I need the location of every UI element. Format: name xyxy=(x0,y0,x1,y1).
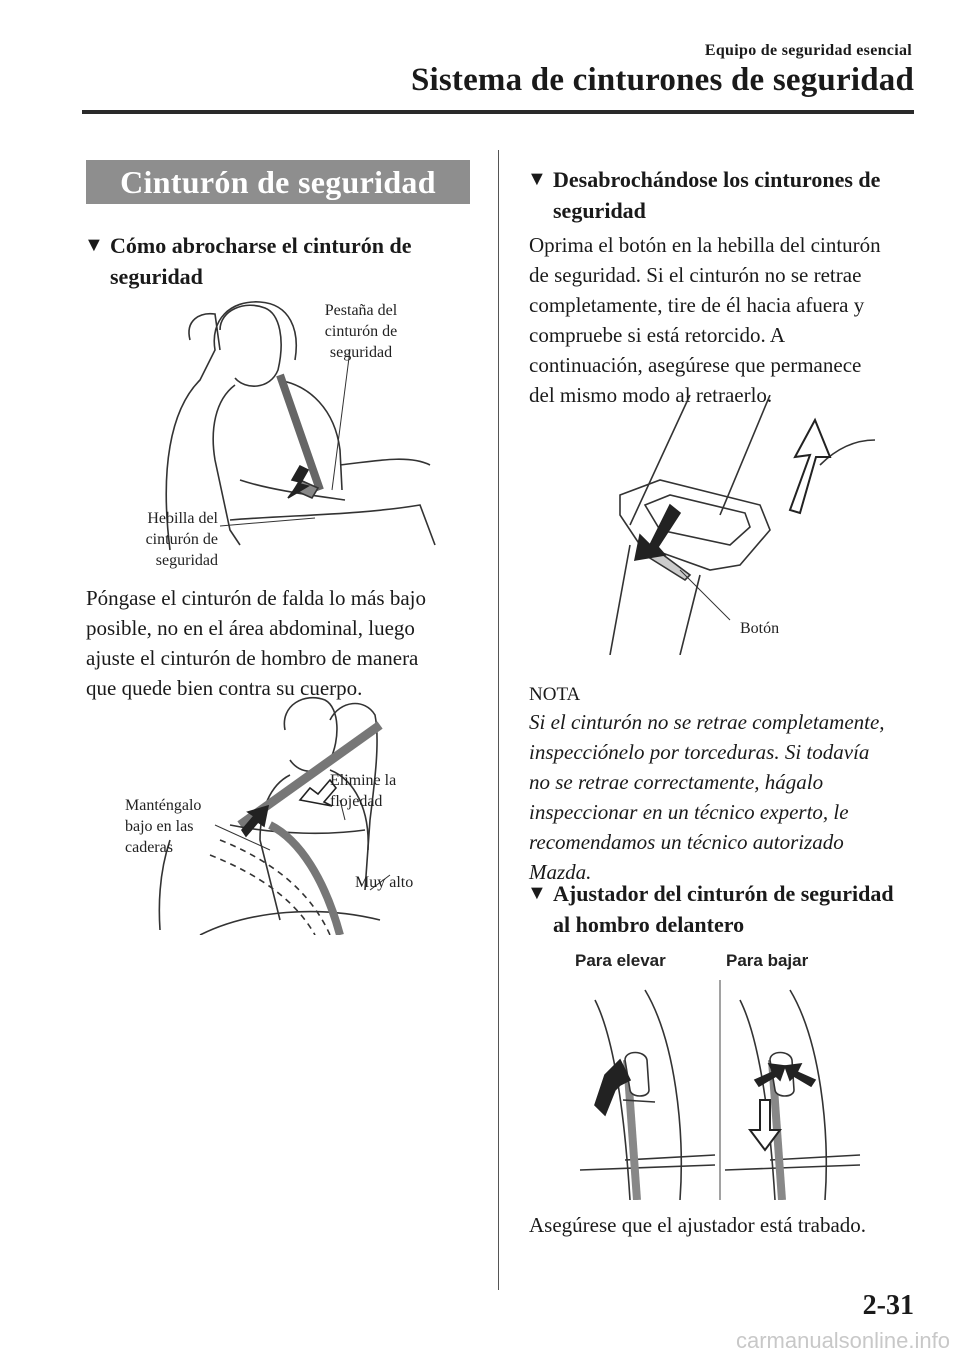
heading-unfasten-belt: ▼ Desabrochándose los cinturones de seguridad xyxy=(553,164,923,226)
label-button: Botón xyxy=(740,620,780,637)
header-subtitle: Equipo de seguridad esencial xyxy=(704,42,912,59)
section-title: Cinturón de seguridad xyxy=(86,160,470,204)
label-remove-slack: Elimine la flojedad xyxy=(330,772,397,810)
note-text: Si el cinturón no se retrae completamente, inspecciónelo por torceduras. Si todavía no se retrae correctamente, hágalo inspeccionar en un técnico experto, le recomendamos un técnico autorizado Mazda. xyxy=(529,710,885,884)
watermark: carmanualsonline.info xyxy=(735,1328,950,1353)
buckle-release-illustration xyxy=(590,395,880,655)
label-to-raise: Para elevar xyxy=(575,951,666,970)
header-title: Sistema de cinturones de seguridad xyxy=(410,62,914,98)
heading-fasten-belt: ▼ Cómo abrocharse el cinturón de seguridad xyxy=(110,230,480,292)
column-divider xyxy=(498,150,499,1290)
heading-shoulder-adjuster: ▼ Ajustador del cinturón de seguridad al hombro delantero xyxy=(553,878,923,940)
triangle-bullet-icon: ▼ xyxy=(527,882,547,904)
header-rule xyxy=(82,110,914,114)
paragraph-lap-belt: Póngase el cinturón de falda lo más bajo posible, no en el área abdominal, luego ajuste el cinturón de hombro de manera que quede bien contra su cuerpo. xyxy=(86,586,426,700)
label-belt-buckle: Hebilla del cinturón de seguridad xyxy=(145,510,218,569)
label-keep-low-hips: Manténgalo bajo en las caderas xyxy=(125,797,202,856)
page-number: 2-31 xyxy=(862,1290,914,1321)
triangle-bullet-icon: ▼ xyxy=(527,168,547,190)
paragraph-adjuster-locked: Asegúrese que el ajustador está trabado. xyxy=(529,1213,867,1237)
shoulder-adjuster-illustration xyxy=(575,980,865,1200)
label-to-lower: Para bajar xyxy=(726,951,809,970)
paragraph-unfasten: Oprima el botón en la hebilla del cinturón de seguridad. Si el cinturón no se retrae completamente, tire de él hacia afuera y compruebe si está retorcido. A continuación, asegúrese que permanece del mismo modo al retraerlo. xyxy=(529,233,881,407)
label-too-high: Muy alto xyxy=(355,874,414,891)
triangle-bullet-icon: ▼ xyxy=(84,234,104,256)
note-title: NOTA xyxy=(529,684,581,705)
label-belt-tab: Pestaña del cinturón de seguridad xyxy=(324,302,398,361)
